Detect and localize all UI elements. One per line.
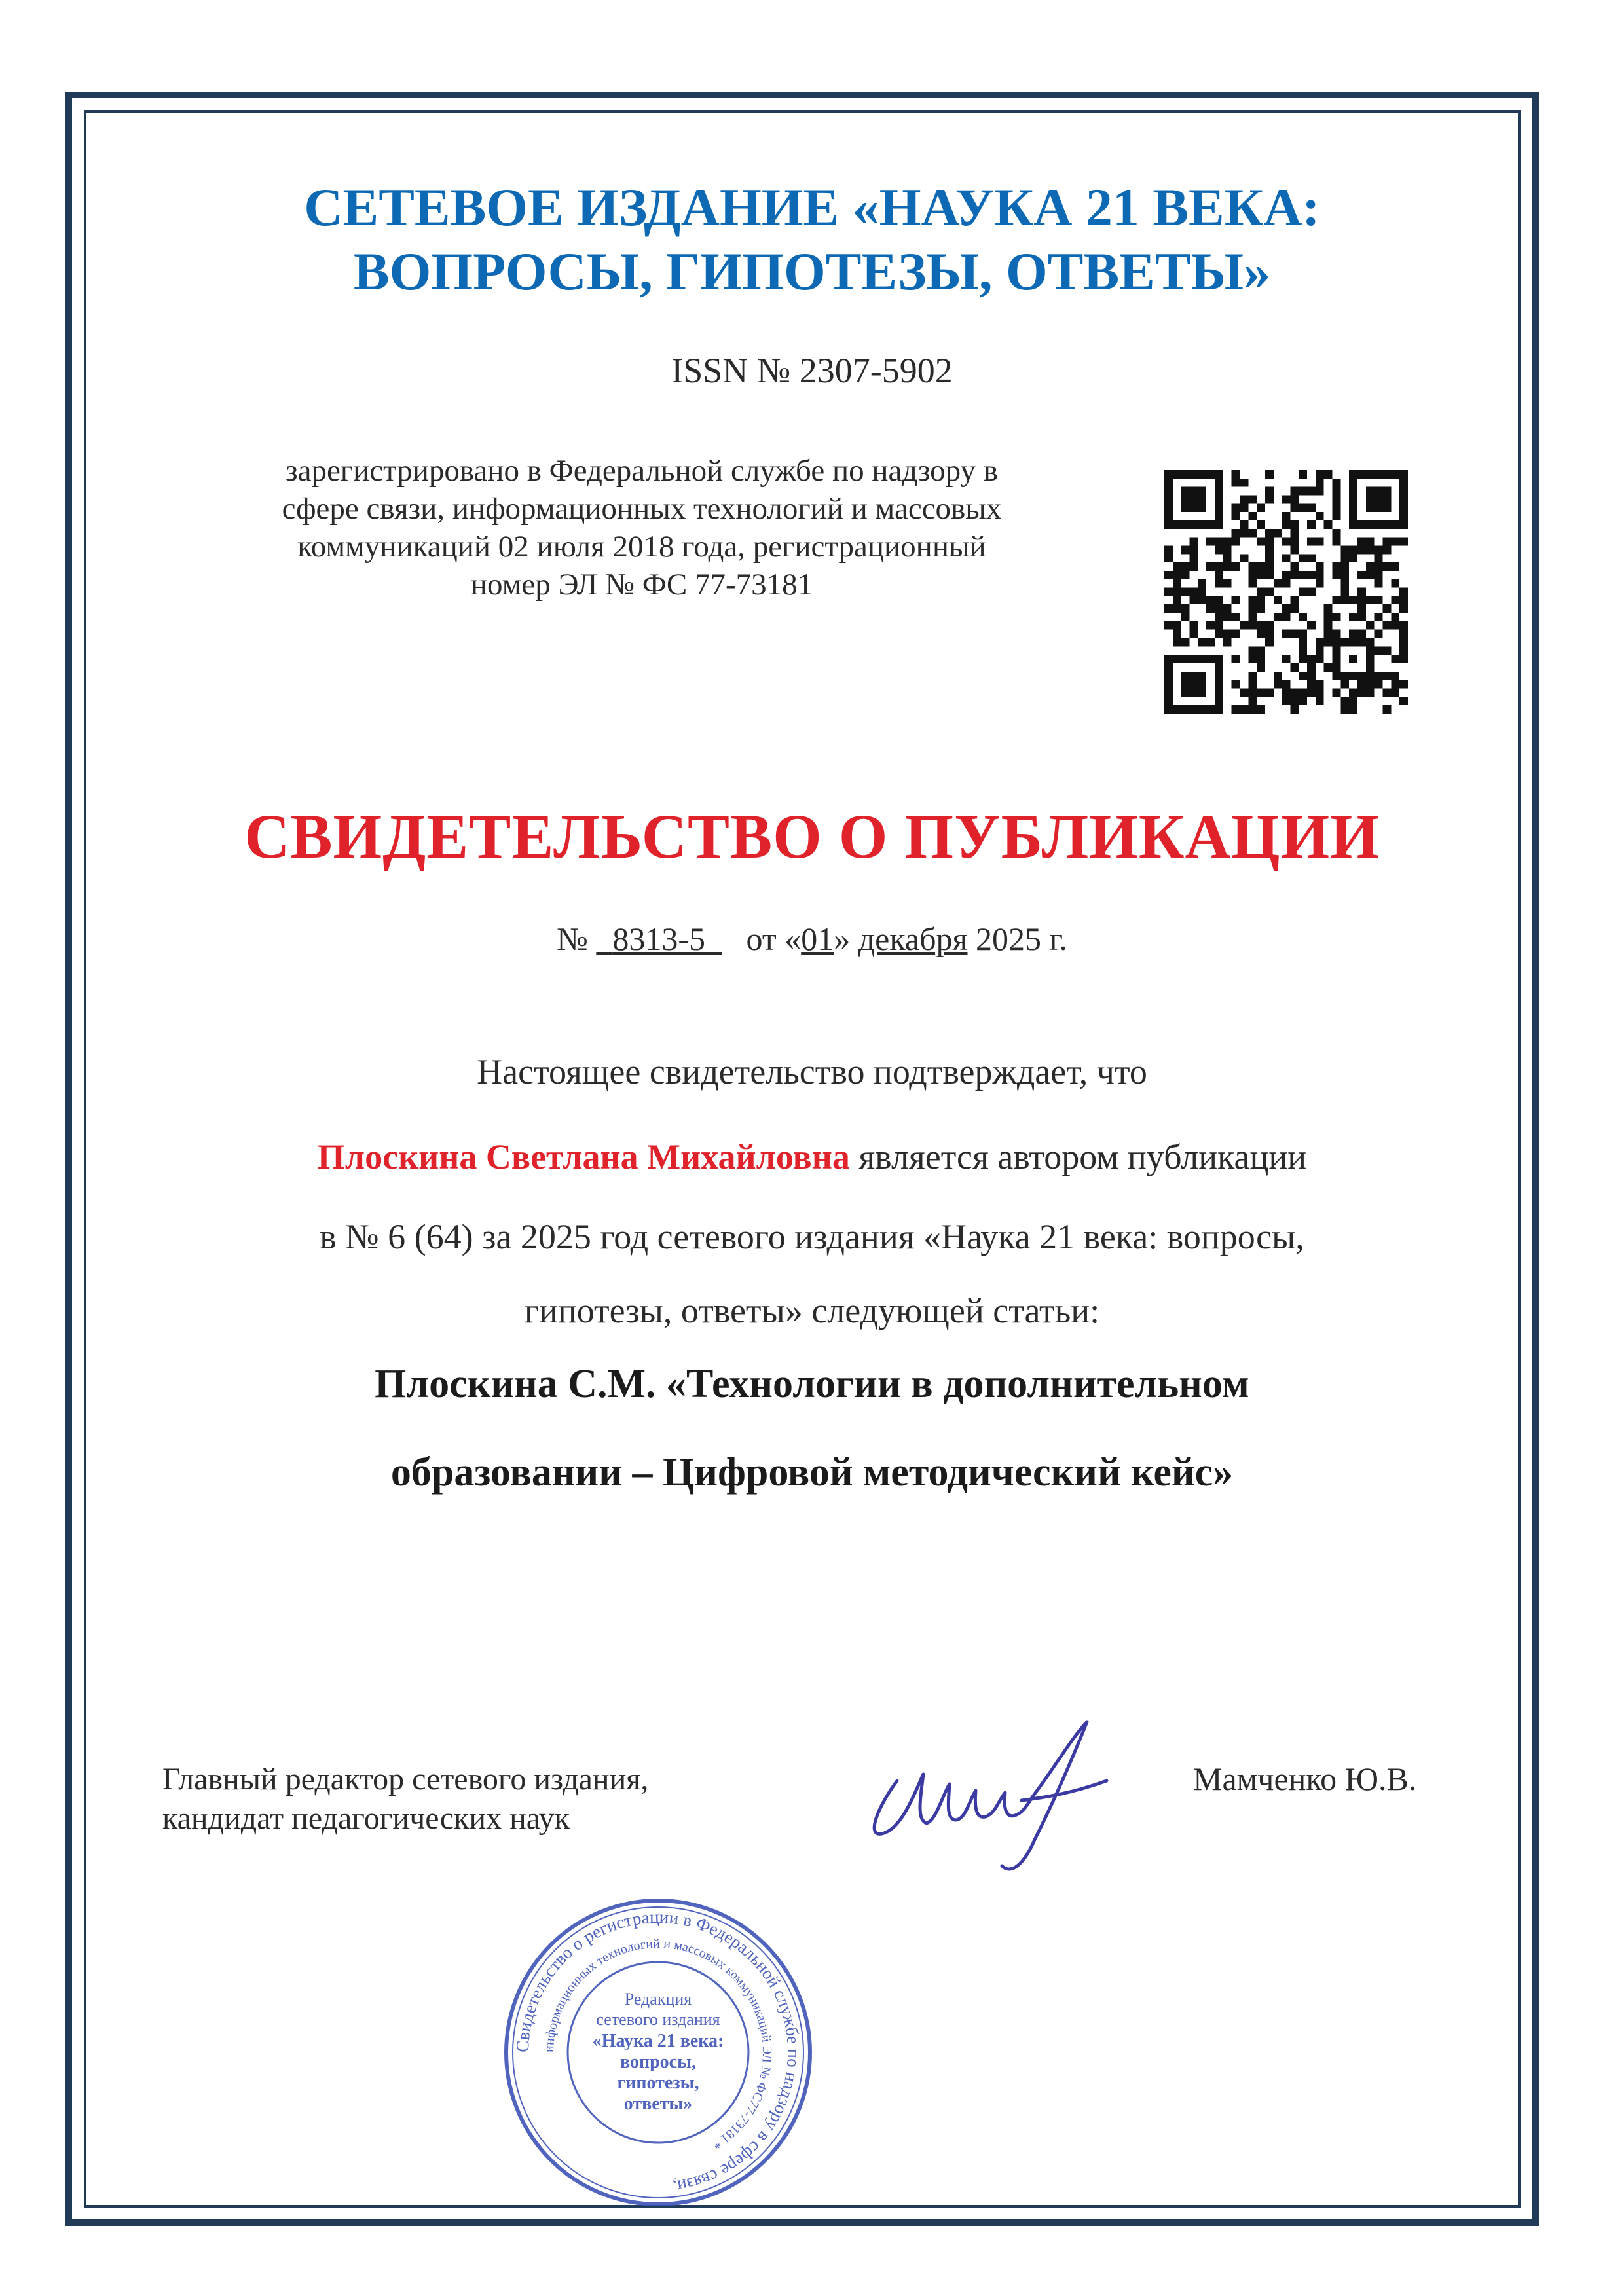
stamp-icon — [498, 1892, 819, 2213]
signature-icon — [858, 1709, 1133, 1879]
stamp-center-line: «Наука 21 века: — [592, 2031, 724, 2051]
author-name: Плоскина Светлана Михайловна — [317, 1137, 850, 1176]
date-day-close: » — [834, 920, 851, 957]
body-line-2 — [144, 1136, 1480, 1178]
registration-text — [164, 452, 1120, 604]
stamp-inner-text: информационных технологий и массовых коммуникаций ЭЛ № ФС77-73181 * — [542, 1936, 775, 2152]
body-line-3: в № 6 (64) за 2025 год сетевого издания «Наука 21 века: вопросы, — [320, 1217, 1304, 1256]
certificate-number-line — [157, 920, 1467, 958]
certificate-title: СВИДЕТЕЛЬСТВО О ПУБЛИКАЦИИ — [244, 801, 1380, 871]
publication-title — [157, 175, 1467, 304]
stamp-center-line: сетевого издания — [596, 2010, 720, 2029]
stamp-center-line: гипотезы, — [617, 2073, 699, 2093]
editor-title-line1: Главный редактор сетевого издания, — [162, 1762, 649, 1796]
editor-name: Мамченко Ю.В. — [1193, 1760, 1417, 1797]
qr-code-icon[interactable] — [1164, 470, 1408, 714]
certificate-number: 8313-5 — [612, 920, 705, 957]
editor-title-line2: кандидат педагогических наук — [162, 1801, 570, 1836]
body-line-4: гипотезы, ответы» следующей статьи: — [524, 1291, 1100, 1330]
article-title-line2: образовании – Цифровой методический кейс» — [390, 1450, 1234, 1495]
registration-line: коммуникаций 02 июля 2018 года, регистрационный — [297, 530, 986, 564]
body-line-2-rest: является автором публикации — [858, 1137, 1307, 1176]
date-prefix: от « — [746, 920, 802, 957]
publication-title-line2: ВОПРОСЫ, ГИПОТЕЗЫ, ОТВЕТЫ» — [353, 242, 1271, 301]
body-line-1: Настоящее свидетельство подтверждает, что — [477, 1052, 1147, 1091]
registration-line: сфере связи, информационных технологий и массовых — [282, 492, 1002, 526]
stamp-center-line: Редакция — [624, 1990, 692, 2009]
stamp-center-line: вопросы, — [620, 2052, 696, 2072]
article-title-line1: Плоскина С.М. «Технологии в дополнительном — [375, 1362, 1249, 1406]
registration-line: номер ЭЛ № ФС 77-73181 — [470, 568, 813, 602]
stamp-outer-text: Свидетельство о регистрации в Федеральной службе по надзору в сфере связи, — [512, 1906, 804, 2197]
editor-title — [162, 1760, 648, 1838]
date-day: 01 — [801, 920, 834, 957]
date-month: декабря — [858, 920, 968, 957]
registration-line: зарегистрировано в Федеральной службе по надзору в — [286, 454, 998, 488]
publication-title-line1: СЕТЕВОЕ ИЗДАНИЕ «НАУКА 21 ВЕКА: — [304, 177, 1320, 237]
date-year: 2025 г. — [976, 920, 1067, 957]
number-prefix: № — [557, 920, 588, 957]
stamp-center-line: ответы» — [623, 2094, 693, 2114]
issn-number: ISSN № 2307-5902 — [671, 351, 953, 390]
